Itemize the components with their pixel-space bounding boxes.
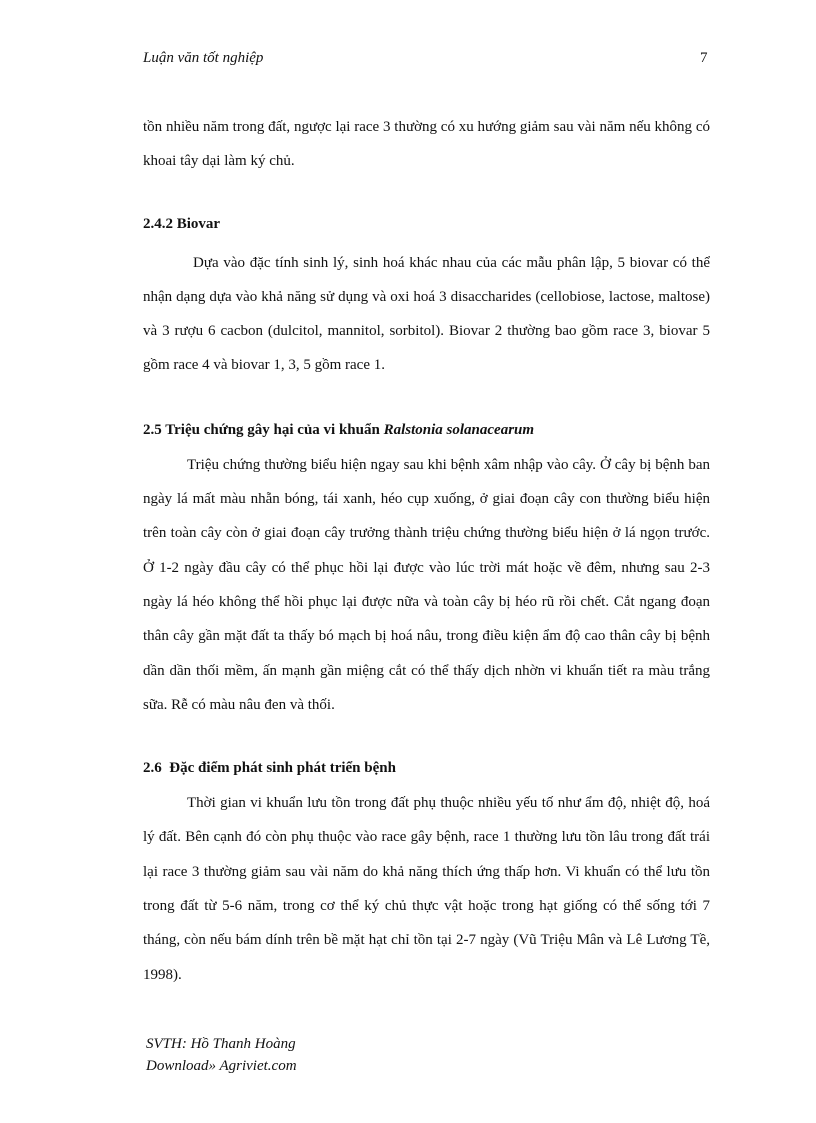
- section-2-4-2-paragraph: Dựa vào đặc tính sinh lý, sinh hoá khác nhau của các mẫu phân lập, 5 biovar có thể nhận dạng dựa vào khả năng sử dụng và oxi hoá 3 disaccharides (cellobiose, lactose, maltose) và 3 rượu 6 cacbon (dulcitol, mannitol, sorbitol). Biovar 2 thường bao gồm race 3, biovar 5 gồm race 4 và biovar 1, 3, 5 gồm race 1.: [143, 254, 710, 374]
- section-2-6-paragraph: Thời gian vi khuẩn lưu tồn trong đất phụ thuộc nhiều yếu tố như ẩm độ, nhiệt độ, hoá lý đất. Bên cạnh đó còn phụ thuộc vào race gây bệnh, race 1 thường lưu tồn lâu trong đất trái lại race 3 thường giảm sau vài năm do khả năng thích ứng thấp hơn. Vi khuẩn có thể lưu tồn trong đất từ 5-6 năm, trong cơ thể ký chủ thực vật hoặc trong hạt giống có thể sống tới 7 tháng, còn nếu bám dính trên bề mặt hạt chỉ tồn tại 2-7 ngày (Vũ Triệu Mân và Lê Lương Tề, 1998).: [143, 795, 710, 983]
- section-2-5-heading-species: Ralstonia solanacearum: [383, 421, 535, 438]
- footer-source: Download» Agriviet.com: [146, 1058, 297, 1074]
- page-footer: [146, 1033, 297, 1077]
- section-2-5-heading: [143, 420, 710, 440]
- intro-paragraph: tồn nhiều năm trong đất, ngược lại race 3 thường có xu hướng giảm sau vài năm nếu không có khoai tây dại làm ký chủ.: [143, 119, 710, 170]
- section-2-4-2-heading: 2.4.2 Biovar: [143, 215, 221, 232]
- footer-author: SVTH: Hồ Thanh Hoàng: [146, 1036, 296, 1052]
- section-2-6-heading: 2.6 Đặc điểm phát sinh phát triển bệnh: [143, 760, 396, 777]
- document-body: [143, 110, 710, 992]
- section-2-5-paragraph: Triệu chứng thường biểu hiện ngay sau khi bệnh xâm nhập vào cây. Ở cây bị bệnh ban ngày lá mất màu nhẵn bóng, tái xanh, héo cụp xuống, ở giai đoạn cây con thường biểu hiện trên toàn cây còn ở giai đoạn cây trưởng thành triệu chứng thường biểu hiện ở lá ngọn trước. Ở 1-2 ngày đầu cây có thể phục hồi lại được vào lúc trời mát hoặc về đêm, nhưng sau 2-3 ngày lá héo không thể hồi phục lại được nữa và toàn cây bị héo rũ rồi chết. Cắt ngang đoạn thân cây gần mặt đất ta thấy bó mạch bị hoá nâu, trong điều kiện ẩm độ cao thân cây bị bệnh dần dần thối mềm, ấn mạnh gần miệng cắt có thể thấy dịch nhờn vi khuẩn tiết ra màu trắng sữa. Rễ có màu nâu đen và thối.: [143, 456, 710, 713]
- page-number: 7: [700, 50, 708, 66]
- running-header-title: Luận văn tốt nghiệp: [143, 50, 264, 66]
- section-2-5-heading-text: 2.5 Triệu chứng gây hại của vi khuẩn: [143, 421, 384, 438]
